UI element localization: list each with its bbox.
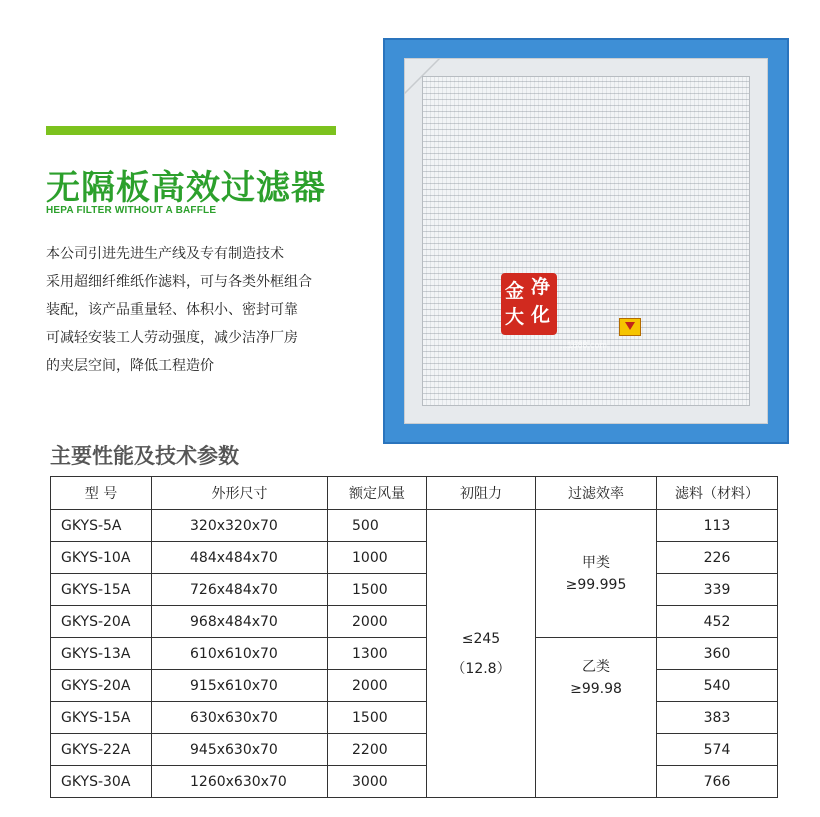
cell-size: 968x484x70 [152,606,328,638]
cell-model: GKYS-30A [51,766,152,798]
cell-size: 630x630x70 [152,702,328,734]
efficiency-value: ≥99.98 [570,681,622,697]
description-line: 本公司引进先进生产线及专有制造技术 [46,246,284,262]
cell-media: 113 [657,510,778,542]
table-row [51,606,778,638]
seal-char: 化 [531,304,551,326]
table-row [51,670,778,702]
description-line: 采用超细纤维纸作滤料，可与各类外框组合 [46,274,312,290]
cell-size: 484x484x70 [152,542,328,574]
cell-size: 726x484x70 [152,574,328,606]
cell-model: GKYS-15A [51,574,152,606]
table-row [51,638,778,670]
resistance-unit-value: （12.8） [451,660,511,677]
cell-airflow: 2200 [328,734,427,766]
cell-size: 945x630x70 [152,734,328,766]
cell-airflow: 3000 [328,766,427,798]
cell-airflow: 2000 [328,606,427,638]
efficiency-class: 甲类 [582,554,610,571]
column-header: 外形尺寸 [152,477,328,510]
cell-media: 766 [657,766,778,798]
cell-model: GKYS-10A [51,542,152,574]
description-line: 可减轻安装工人劳动强度，减少洁净厂房 [46,330,298,346]
efficiency-value: ≥99.995 [565,576,627,593]
cell-media: 540 [657,670,778,702]
column-header: 型 号 [51,477,152,510]
filter-frame [404,58,768,424]
cell-model: GKYS-13A [51,638,152,670]
table-row [51,702,778,734]
cell-media: 574 [657,734,778,766]
spec-table [50,476,778,798]
cell-media: 226 [657,542,778,574]
logo-badge-icon [619,318,641,336]
cell-airflow: 1000 [328,542,427,574]
seal-char: 净 [531,276,551,298]
cell-efficiency-a [536,510,657,638]
column-header: 额定风量 [328,477,427,510]
cell-media: 452 [657,606,778,638]
table-row [51,510,778,542]
page-title: 无隔板高效过滤器 [46,168,326,208]
cell-resistance [427,510,536,798]
product-image [383,38,789,444]
cell-size: 1260x630x70 [152,766,328,798]
cell-airflow: 500 [328,510,427,542]
description-line: 的夹层空间，降低工程造价 [46,358,214,374]
cell-size: 915x610x70 [152,670,328,702]
accent-bar [46,126,336,135]
cell-size: 320x320x70 [152,510,328,542]
product-description [46,240,376,380]
cell-model: GKYS-20A [51,670,152,702]
cell-airflow: 2000 [328,670,427,702]
page-subtitle: HEPA FILTER WITHOUT A BAFFLE [46,205,217,216]
cell-model: GKYS-22A [51,734,152,766]
cell-model: GKYS-20A [51,606,152,638]
seal-char: 金 [505,280,525,302]
brand-seal [501,273,557,335]
column-header: 滤料（材料） [657,477,778,510]
description-line: 装配，该产品重量轻、体积小、密封可靠 [46,302,298,318]
cell-model: GKYS-5A [51,510,152,542]
watermark-text: ...1688.com [560,340,608,350]
column-header: 过滤效率 [536,477,657,510]
column-header: 初阻力 [427,477,536,510]
section-title: 主要性能及技术参数 [50,444,239,468]
cell-media: 383 [657,702,778,734]
table-row [51,574,778,606]
table-row [51,542,778,574]
resistance-value: ≤245 [461,630,501,647]
table-header-row [51,477,778,510]
efficiency-class: 乙类 [582,659,610,675]
cell-airflow: 1500 [328,574,427,606]
seal-char: 大 [505,306,525,328]
cell-airflow: 1500 [328,702,427,734]
table-row [51,766,778,798]
cell-media: 339 [657,574,778,606]
cell-efficiency-b [536,638,657,798]
cell-airflow: 1300 [328,638,427,670]
table-row [51,734,778,766]
cell-model: GKYS-15A [51,702,152,734]
cell-media: 360 [657,638,778,670]
cell-size: 610x610x70 [152,638,328,670]
filter-media [422,76,750,406]
